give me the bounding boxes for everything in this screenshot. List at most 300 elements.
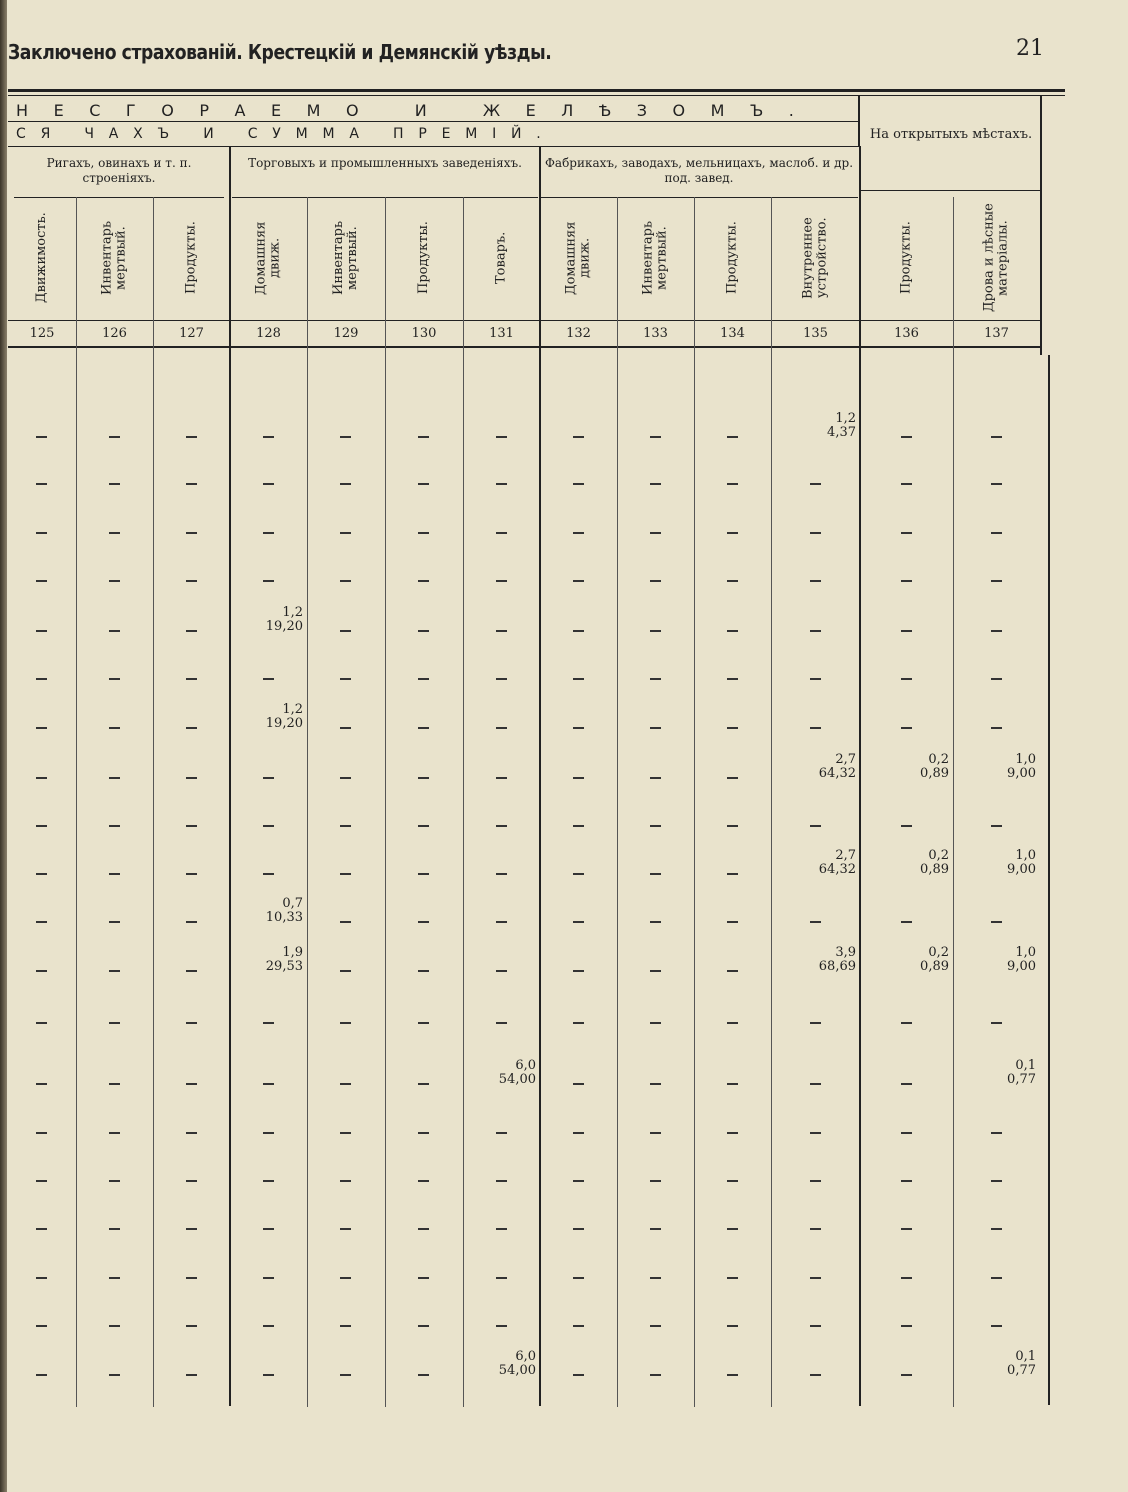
cell-value-bottom: 29,53	[265, 959, 303, 974]
empty-cell-dash	[496, 678, 507, 680]
value-cell	[463, 1059, 536, 1087]
colnum-top-rule	[8, 320, 1040, 321]
empty-cell-dash	[186, 777, 197, 779]
column-header: Инвентарь мертвый.	[331, 220, 360, 296]
empty-cell-dash	[650, 1374, 661, 1376]
empty-cell-dash	[573, 1022, 584, 1024]
empty-cell-dash	[36, 1132, 47, 1134]
column-header: Продукты.	[724, 221, 740, 295]
empty-cell-dash	[109, 580, 120, 582]
column-number: 128	[256, 326, 281, 341]
empty-cell-dash	[340, 873, 351, 875]
empty-cell-dash	[810, 1277, 821, 1279]
empty-cell-dash	[186, 727, 197, 729]
top-rule	[8, 89, 1065, 92]
open-places-heading: На открытыхъ мѣстахъ.	[869, 127, 1033, 142]
empty-cell-dash	[340, 630, 351, 632]
empty-cell-dash	[573, 532, 584, 534]
cell-value-bottom: 10,33	[265, 910, 303, 925]
empty-cell-dash	[810, 727, 821, 729]
empty-cell-dash	[810, 921, 821, 923]
empty-cell-dash	[186, 1022, 197, 1024]
empty-cell-dash	[573, 727, 584, 729]
column-divider	[694, 197, 695, 1407]
empty-cell-dash	[727, 921, 738, 923]
group-rule	[14, 197, 224, 198]
cell-value-top: 1,2	[282, 702, 303, 717]
empty-cell-dash	[186, 630, 197, 632]
empty-cell-dash	[573, 436, 584, 438]
empty-cell-dash	[109, 970, 120, 972]
empty-cell-dash	[36, 436, 47, 438]
empty-cell-dash	[418, 1083, 429, 1085]
column-divider	[463, 197, 464, 1407]
empty-cell-dash	[109, 873, 120, 875]
empty-cell-dash	[340, 1132, 351, 1134]
cell-value-top: 1,0	[1015, 752, 1036, 767]
group-rule	[540, 197, 858, 198]
cell-value-bottom: 64,32	[818, 766, 856, 781]
empty-cell-dash	[991, 1022, 1002, 1024]
empty-cell-dash	[727, 970, 738, 972]
value-cell	[953, 849, 1036, 877]
empty-cell-dash	[496, 727, 507, 729]
empty-cell-dash	[496, 873, 507, 875]
empty-cell-dash	[109, 1277, 120, 1279]
empty-cell-dash	[727, 1180, 738, 1182]
empty-cell-dash	[109, 436, 120, 438]
value-cell	[953, 1059, 1036, 1087]
empty-cell-dash	[991, 580, 1002, 582]
empty-cell-dash	[810, 1325, 821, 1327]
cell-value-bottom: 9,00	[1007, 862, 1036, 877]
empty-cell-dash	[418, 873, 429, 875]
cell-value-top: 1,2	[282, 605, 303, 620]
cell-value-top: 0,1	[1015, 1349, 1036, 1364]
empty-cell-dash	[418, 1022, 429, 1024]
empty-cell-dash	[263, 825, 274, 827]
page-number: 21	[1016, 36, 1044, 61]
cell-value-top: 1,2	[835, 411, 856, 426]
empty-cell-dash	[109, 678, 120, 680]
empty-cell-dash	[901, 1228, 912, 1230]
cell-value-top: 0,2	[928, 848, 949, 863]
empty-cell-dash	[36, 1277, 47, 1279]
empty-cell-dash	[727, 727, 738, 729]
column-number: 129	[333, 326, 359, 341]
empty-cell-dash	[650, 678, 661, 680]
right-border	[1048, 355, 1050, 1405]
column-number: 132	[566, 326, 591, 341]
empty-cell-dash	[901, 1132, 912, 1134]
value-cell	[953, 946, 1036, 974]
empty-cell-dash	[650, 436, 661, 438]
group-heading: Торговыхъ и промышленныхъ заведеніяхъ.	[248, 156, 522, 170]
empty-cell-dash	[573, 825, 584, 827]
empty-cell-dash	[991, 1228, 1002, 1230]
value-cell	[860, 849, 949, 877]
empty-cell-dash	[727, 630, 738, 632]
empty-cell-dash	[340, 921, 351, 923]
cell-value-bottom: 9,00	[1007, 959, 1036, 974]
empty-cell-dash	[901, 1022, 912, 1024]
empty-cell-dash	[901, 678, 912, 680]
empty-cell-dash	[340, 1022, 351, 1024]
value-cell	[230, 897, 303, 925]
empty-cell-dash	[109, 1180, 120, 1182]
empty-cell-dash	[418, 970, 429, 972]
column-header: Продукты.	[898, 221, 914, 295]
empty-cell-dash	[901, 1374, 912, 1376]
empty-cell-dash	[727, 483, 738, 485]
empty-cell-dash	[727, 1083, 738, 1085]
empty-cell-dash	[418, 1374, 429, 1376]
top-rule-thin	[8, 95, 1065, 96]
empty-cell-dash	[186, 580, 197, 582]
empty-cell-dash	[418, 483, 429, 485]
empty-cell-dash	[109, 1022, 120, 1024]
column-number: 125	[29, 326, 55, 341]
empty-cell-dash	[109, 777, 120, 779]
empty-cell-dash	[263, 1180, 274, 1182]
empty-cell-dash	[810, 678, 821, 680]
empty-cell-dash	[36, 921, 47, 923]
empty-cell-dash	[418, 777, 429, 779]
empty-cell-dash	[573, 678, 584, 680]
empty-cell-dash	[36, 1022, 47, 1024]
column-header: Продукты.	[183, 221, 199, 295]
column-divider	[76, 197, 77, 1407]
column-number: 135	[803, 326, 828, 341]
value-cell	[860, 946, 949, 974]
empty-cell-dash	[340, 970, 351, 972]
empty-cell-dash	[36, 777, 47, 779]
empty-cell-dash	[573, 1083, 584, 1085]
empty-cell-dash	[810, 1374, 821, 1376]
empty-cell-dash	[991, 483, 1002, 485]
empty-cell-dash	[418, 1277, 429, 1279]
empty-cell-dash	[991, 921, 1002, 923]
empty-cell-dash	[901, 436, 912, 438]
empty-cell-dash	[263, 1132, 274, 1134]
column-header: Домашняя движ.	[253, 221, 283, 295]
empty-cell-dash	[109, 532, 120, 534]
empty-cell-dash	[36, 1325, 47, 1327]
value-cell	[463, 1350, 536, 1378]
empty-cell-dash	[991, 727, 1002, 729]
column-divider	[771, 197, 772, 1407]
column-header: Товаръ.	[493, 231, 509, 285]
empty-cell-dash	[340, 1374, 351, 1376]
empty-cell-dash	[573, 630, 584, 632]
empty-cell-dash	[186, 1180, 197, 1182]
cell-value-top: 3,9	[835, 945, 856, 960]
empty-cell-dash	[418, 532, 429, 534]
group-heading: Ригахъ, овинахъ и т. п. строеніяхъ.	[46, 156, 192, 185]
column-divider	[953, 197, 954, 1407]
empty-cell-dash	[810, 1228, 821, 1230]
column-number: 134	[720, 326, 745, 341]
empty-cell-dash	[573, 777, 584, 779]
empty-cell-dash	[340, 678, 351, 680]
empty-cell-dash	[991, 1132, 1002, 1134]
empty-cell-dash	[573, 873, 584, 875]
value-cell	[953, 753, 1036, 781]
empty-cell-dash	[186, 1228, 197, 1230]
column-number: 133	[643, 326, 668, 341]
cell-value-bottom: 0,89	[920, 862, 949, 877]
empty-cell-dash	[263, 1374, 274, 1376]
band-divider	[858, 95, 860, 147]
column-header: Движимость.	[34, 212, 49, 304]
empty-cell-dash	[991, 630, 1002, 632]
empty-cell-dash	[263, 873, 274, 875]
empty-cell-dash	[650, 970, 661, 972]
value-cell	[771, 946, 856, 974]
empty-cell-dash	[186, 483, 197, 485]
empty-cell-dash	[573, 483, 584, 485]
cell-value-bottom: 19,20	[265, 619, 303, 634]
empty-cell-dash	[496, 1022, 507, 1024]
cell-value-bottom: 68,69	[818, 959, 856, 974]
column-number: 136	[894, 326, 919, 341]
empty-cell-dash	[263, 1022, 274, 1024]
empty-cell-dash	[36, 678, 47, 680]
empty-cell-dash	[109, 1083, 120, 1085]
empty-cell-dash	[810, 825, 821, 827]
empty-cell-dash	[340, 1083, 351, 1085]
empty-cell-dash	[991, 1325, 1002, 1327]
empty-cell-dash	[418, 727, 429, 729]
column-number: 130	[411, 326, 437, 341]
empty-cell-dash	[991, 1277, 1002, 1279]
empty-cell-dash	[496, 483, 507, 485]
cell-value-top: 6,0	[515, 1349, 536, 1364]
empty-cell-dash	[650, 630, 661, 632]
empty-cell-dash	[496, 1277, 507, 1279]
cell-value-bottom: 64,32	[818, 862, 856, 877]
value-cell	[230, 606, 303, 634]
empty-cell-dash	[573, 1277, 584, 1279]
empty-cell-dash	[727, 1325, 738, 1327]
empty-cell-dash	[340, 777, 351, 779]
empty-cell-dash	[263, 483, 274, 485]
empty-cell-dash	[727, 532, 738, 534]
column-header: Инвентарь мертвый.	[99, 220, 129, 296]
empty-cell-dash	[573, 1325, 584, 1327]
empty-cell-dash	[186, 970, 197, 972]
empty-cell-dash	[263, 777, 274, 779]
cell-value-bottom: 0,89	[920, 959, 949, 974]
empty-cell-dash	[340, 532, 351, 534]
empty-cell-dash	[727, 1277, 738, 1279]
cell-value-bottom: 0,89	[920, 766, 949, 781]
empty-cell-dash	[36, 580, 47, 582]
empty-cell-dash	[186, 1325, 197, 1327]
column-number: 126	[102, 326, 127, 341]
empty-cell-dash	[109, 727, 120, 729]
empty-cell-dash	[650, 1228, 661, 1230]
empty-cell-dash	[901, 630, 912, 632]
empty-cell-dash	[418, 1132, 429, 1134]
empty-cell-dash	[263, 1083, 274, 1085]
empty-cell-dash	[496, 532, 507, 534]
empty-cell-dash	[650, 1022, 661, 1024]
empty-cell-dash	[573, 1180, 584, 1182]
cell-value-bottom: 9,00	[1007, 766, 1036, 781]
group-heading: Фабрикахъ, заводахъ, мельницахъ, маслоб. и др. под. завед.	[544, 156, 854, 185]
empty-cell-dash	[263, 1325, 274, 1327]
value-cell	[771, 849, 856, 877]
cell-value-top: 1,9	[282, 945, 303, 960]
cell-value-bottom: 4,37	[827, 425, 856, 440]
value-cell	[771, 753, 856, 781]
empty-cell-dash	[573, 921, 584, 923]
empty-cell-dash	[186, 873, 197, 875]
band-rule	[8, 146, 858, 147]
empty-cell-dash	[496, 580, 507, 582]
empty-cell-dash	[36, 727, 47, 729]
empty-cell-dash	[340, 1228, 351, 1230]
column-number: 137	[984, 326, 1009, 341]
empty-cell-dash	[109, 630, 120, 632]
empty-cell-dash	[186, 1374, 197, 1376]
empty-cell-dash	[186, 921, 197, 923]
empty-cell-dash	[340, 483, 351, 485]
cell-value-top: 1,0	[1015, 945, 1036, 960]
empty-cell-dash	[573, 580, 584, 582]
empty-cell-dash	[109, 1228, 120, 1230]
empty-cell-dash	[650, 1180, 661, 1182]
empty-cell-dash	[186, 1277, 197, 1279]
table-band-heading: НЕСГОРАЕМО И ЖЕЛѢЗОМЪ.	[16, 101, 820, 120]
empty-cell-dash	[109, 1325, 120, 1327]
empty-cell-dash	[991, 825, 1002, 827]
empty-cell-dash	[36, 1180, 47, 1182]
empty-cell-dash	[991, 436, 1002, 438]
cell-value-bottom: 0,77	[1007, 1072, 1036, 1087]
column-header: Внутреннее устройство.	[800, 217, 830, 299]
empty-cell-dash	[810, 630, 821, 632]
empty-cell-dash	[36, 825, 47, 827]
empty-cell-dash	[810, 1083, 821, 1085]
empty-cell-dash	[36, 873, 47, 875]
empty-cell-dash	[186, 1083, 197, 1085]
empty-cell-dash	[810, 1022, 821, 1024]
column-number: 131	[489, 326, 514, 341]
cell-value-top: 0,1	[1015, 1058, 1036, 1073]
empty-cell-dash	[340, 825, 351, 827]
empty-cell-dash	[810, 1132, 821, 1134]
empty-cell-dash	[810, 483, 821, 485]
empty-cell-dash	[901, 825, 912, 827]
empty-cell-dash	[650, 921, 661, 923]
empty-cell-dash	[36, 483, 47, 485]
empty-cell-dash	[109, 483, 120, 485]
empty-cell-dash	[810, 532, 821, 534]
empty-cell-dash	[901, 1180, 912, 1182]
band-rule	[8, 121, 858, 122]
empty-cell-dash	[810, 580, 821, 582]
empty-cell-dash	[109, 825, 120, 827]
value-cell	[771, 412, 856, 440]
empty-cell-dash	[573, 1374, 584, 1376]
empty-cell-dash	[650, 1132, 661, 1134]
empty-cell-dash	[901, 921, 912, 923]
empty-cell-dash	[263, 1228, 274, 1230]
empty-cell-dash	[418, 580, 429, 582]
empty-cell-dash	[109, 1374, 120, 1376]
cell-value-bottom: 0,77	[1007, 1363, 1036, 1378]
empty-cell-dash	[186, 678, 197, 680]
column-divider	[153, 197, 154, 1407]
empty-cell-dash	[418, 1325, 429, 1327]
empty-cell-dash	[340, 436, 351, 438]
empty-cell-dash	[573, 1228, 584, 1230]
empty-cell-dash	[340, 1325, 351, 1327]
empty-cell-dash	[650, 1083, 661, 1085]
empty-cell-dash	[727, 873, 738, 875]
empty-cell-dash	[186, 825, 197, 827]
empty-cell-dash	[418, 630, 429, 632]
column-divider	[385, 197, 386, 1407]
empty-cell-dash	[340, 1180, 351, 1182]
empty-cell-dash	[727, 1132, 738, 1134]
empty-cell-dash	[496, 1180, 507, 1182]
page-title: Заключено страхованій. Крестецкій и Демянскій уѣзды.	[8, 40, 552, 64]
value-cell	[230, 703, 303, 731]
empty-cell-dash	[496, 970, 507, 972]
cell-value-top: 0,7	[282, 896, 303, 911]
cell-value-top: 6,0	[515, 1058, 536, 1073]
empty-cell-dash	[186, 436, 197, 438]
cell-value-top: 2,7	[835, 752, 856, 767]
empty-cell-dash	[901, 1277, 912, 1279]
empty-cell-dash	[109, 921, 120, 923]
empty-cell-dash	[496, 630, 507, 632]
empty-cell-dash	[727, 825, 738, 827]
cell-value-bottom: 54,00	[498, 1072, 536, 1087]
empty-cell-dash	[496, 1325, 507, 1327]
right-border-top	[1040, 95, 1042, 355]
empty-cell-dash	[263, 580, 274, 582]
empty-cell-dash	[573, 1132, 584, 1134]
empty-cell-dash	[650, 1277, 661, 1279]
empty-cell-dash	[727, 1228, 738, 1230]
empty-cell-dash	[418, 825, 429, 827]
value-cell	[953, 1350, 1036, 1378]
empty-cell-dash	[186, 1132, 197, 1134]
empty-cell-dash	[36, 630, 47, 632]
cell-value-top: 2,7	[835, 848, 856, 863]
empty-cell-dash	[650, 727, 661, 729]
empty-cell-dash	[186, 532, 197, 534]
empty-cell-dash	[36, 1083, 47, 1085]
empty-cell-dash	[991, 678, 1002, 680]
empty-cell-dash	[727, 678, 738, 680]
empty-cell-dash	[650, 532, 661, 534]
cell-value-top: 1,0	[1015, 848, 1036, 863]
empty-cell-dash	[340, 580, 351, 582]
empty-cell-dash	[496, 1132, 507, 1134]
header-bottom-rule	[8, 346, 1040, 348]
empty-cell-dash	[991, 1180, 1002, 1182]
empty-cell-dash	[810, 1180, 821, 1182]
empty-cell-dash	[36, 1228, 47, 1230]
empty-cell-dash	[901, 580, 912, 582]
empty-cell-dash	[727, 436, 738, 438]
empty-cell-dash	[496, 1228, 507, 1230]
